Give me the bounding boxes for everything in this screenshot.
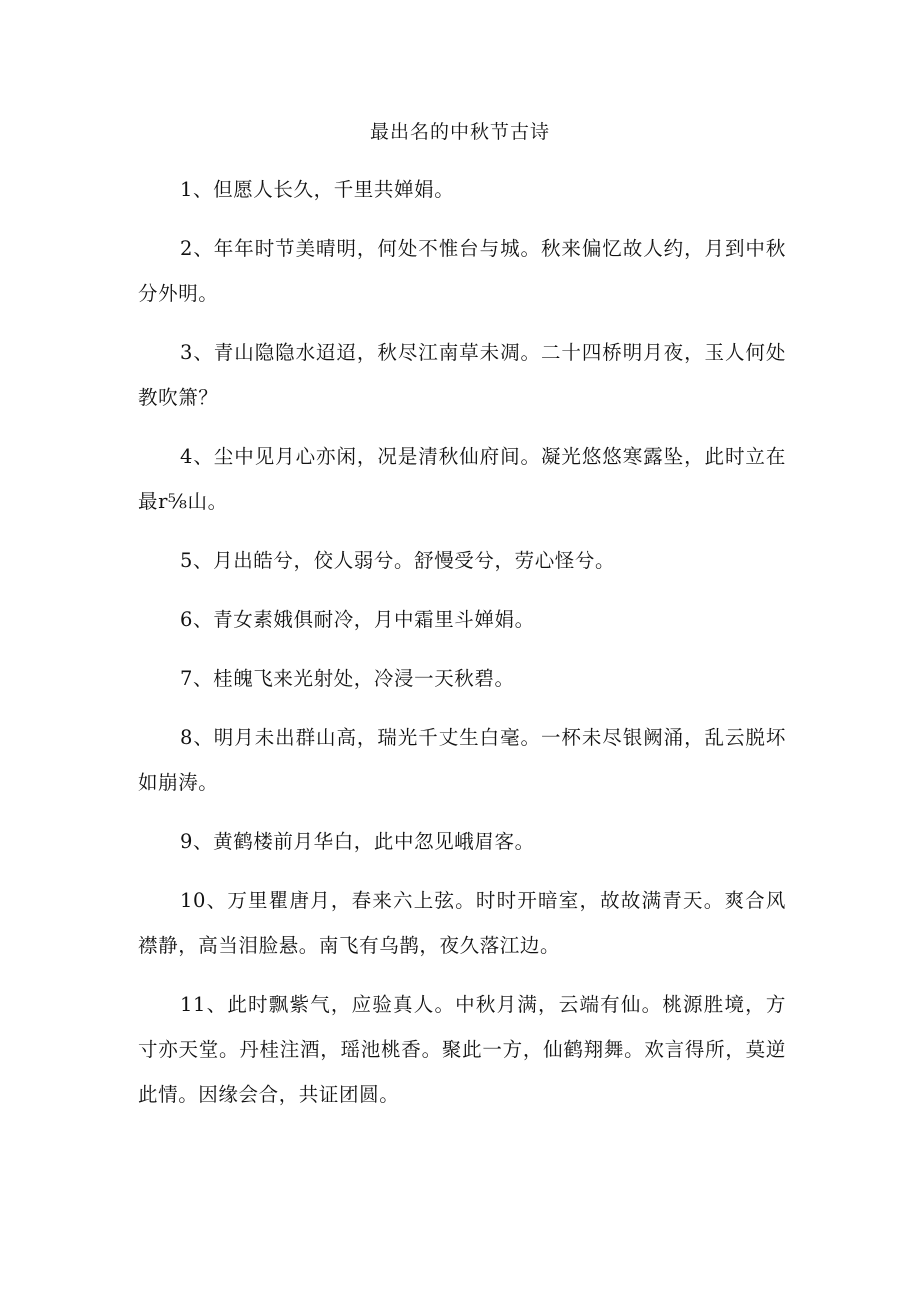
poem-item-9: 9、黄鹤楼前月华白，此中忽见峨眉客。 — [180, 830, 535, 853]
poem-item-1: 1、但愿人长久，千里共婵娟。 — [180, 178, 455, 201]
poem-item-10: 10、万里瞿唐月，春来六上弦。时时开暗室，故故满青天。爽合风襟静，高当泪脸悬。南飞有乌鹊，夜久落江边。 — [138, 889, 786, 957]
page-title: 最出名的中秋节古诗 — [369, 121, 550, 143]
poem-item-8: 8、明月未出群山高，瑞光千丈生白毫。一杯未尽银阙涌，乱云脱坏如崩涛。 — [138, 726, 786, 794]
poem-item-7: 7、桂魄飞来光射处，冷浸一天秋碧。 — [180, 667, 515, 690]
poem-item-11: 11、此时飘紫气，应验真人。中秋月满，云端有仙。桃源胜境，方寸亦天堂。丹桂注酒，瑶池桃香。聚此一方，仙鹤翔舞。欢言得所，莫逆此情。因缘会合，共证团圆。 — [138, 993, 786, 1106]
poem-item-4: 4、尘中见月心亦闲，况是清秋仙府间。凝光悠悠寒露坠，此时立在最r⅝山。 — [138, 445, 786, 513]
poem-item-3: 3、青山隐隐水迢迢，秋尽江南草未凋。二十四桥明月夜，玉人何处教吹箫？ — [138, 341, 786, 409]
poem-item-6: 6、青女素娥俱耐冷，月中霜里斗婵娟。 — [180, 608, 535, 631]
poem-item-2: 2、年年时节美晴明，何处不惟台与城。秋来偏忆故人约，月到中秋分外明。 — [138, 237, 786, 305]
poem-item-5: 5、月出皓兮，佼人弱兮。舒慢受兮，劳心怪兮。 — [180, 549, 616, 572]
poem-list — [138, 167, 786, 1131]
